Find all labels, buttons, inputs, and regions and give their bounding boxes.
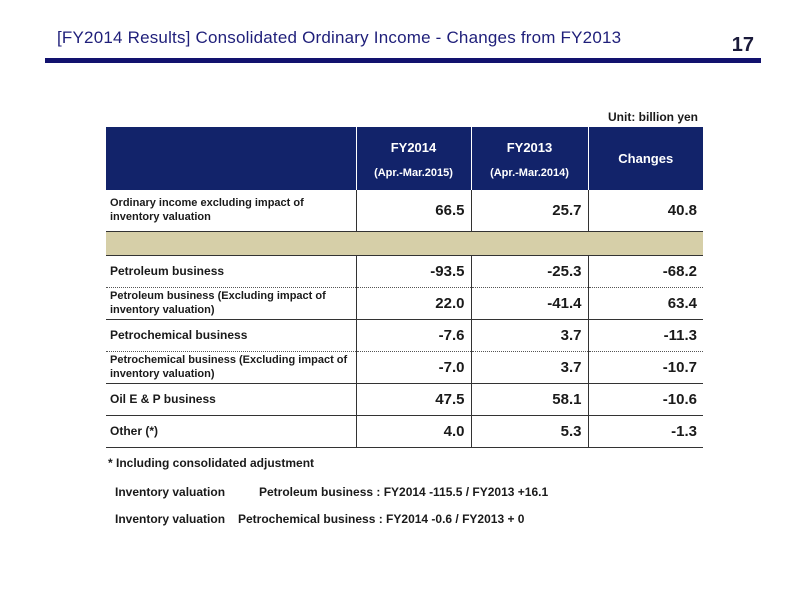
fy2013-value: 3.7	[471, 351, 588, 383]
fy2013-value: -25.3	[471, 255, 588, 287]
separator-band	[106, 231, 703, 255]
header-blank-cell	[106, 127, 356, 190]
title-rule	[45, 58, 761, 63]
row-label: Other (*)	[106, 415, 356, 447]
fy2014-value: -7.6	[356, 319, 471, 351]
inventory-note-label: Inventory valuation	[115, 485, 226, 499]
fy2014-value: 66.5	[356, 190, 471, 231]
table-row	[106, 415, 703, 447]
fy2014-value: -7.0	[356, 351, 471, 383]
page-number: 17	[731, 34, 754, 56]
footnote: * Including consolidated adjustment	[108, 456, 315, 470]
header-fy2013-period: (Apr.-Mar.2014)	[490, 167, 569, 179]
changes-value: -11.3	[588, 319, 703, 351]
header-fy2013	[471, 127, 588, 190]
row-label: Petroleum business (Excluding impact of inventory valuation)	[106, 287, 356, 319]
header-fy2014	[356, 127, 471, 190]
table-header-row	[106, 127, 703, 190]
header-changes	[588, 127, 703, 190]
inventory-note-label: Inventory valuation	[115, 512, 226, 526]
header-changes-label: Changes	[618, 151, 674, 166]
fy2014-value: 22.0	[356, 287, 471, 319]
header-fy2014-period: (Apr.-Mar.2015)	[374, 167, 453, 179]
fy2014-value: 4.0	[356, 415, 471, 447]
fy2013-value: 25.7	[471, 190, 588, 231]
changes-value: -10.6	[588, 383, 703, 415]
changes-value: -68.2	[588, 255, 703, 287]
row-label: Ordinary income excluding impact of inventory valuation	[106, 190, 356, 231]
changes-value: -10.7	[588, 351, 703, 383]
inventory-note-text: Petrochemical business : FY2014 -0.6 / FY2013 + 0	[238, 512, 525, 526]
page-title: [FY2014 Results] Consolidated Ordinary Income - Changes from FY2013	[57, 28, 622, 47]
table-row	[106, 383, 703, 415]
unit-label: Unit: billion yen	[608, 110, 698, 124]
inventory-note-text: Petroleum business : FY2014 -115.5 / FY2013 +16.1	[259, 485, 549, 499]
row-label: Oil E & P business	[106, 383, 356, 415]
table-row	[106, 319, 703, 351]
income-table	[106, 127, 703, 448]
fy2013-value: 3.7	[471, 319, 588, 351]
table-row	[106, 351, 703, 383]
changes-value: -1.3	[588, 415, 703, 447]
header-fy2014-main: FY2014	[390, 140, 437, 155]
header-fy2013-main: FY2013	[506, 140, 553, 155]
fy2013-value: 58.1	[471, 383, 588, 415]
fy2013-value: 5.3	[471, 415, 588, 447]
fy2014-value: -93.5	[356, 255, 471, 287]
separator-band-cell	[106, 231, 703, 255]
changes-value: 40.8	[588, 190, 703, 231]
table-row	[106, 287, 703, 319]
row-label: Petrochemical business (Excluding impact of inventory valuation)	[106, 351, 356, 383]
fy2014-value: 47.5	[356, 383, 471, 415]
row-label: Petroleum business	[106, 255, 356, 287]
table-row	[106, 190, 703, 231]
fy2013-value: -41.4	[471, 287, 588, 319]
changes-value: 63.4	[588, 287, 703, 319]
table-row	[106, 255, 703, 287]
row-label: Petrochemical business	[106, 319, 356, 351]
